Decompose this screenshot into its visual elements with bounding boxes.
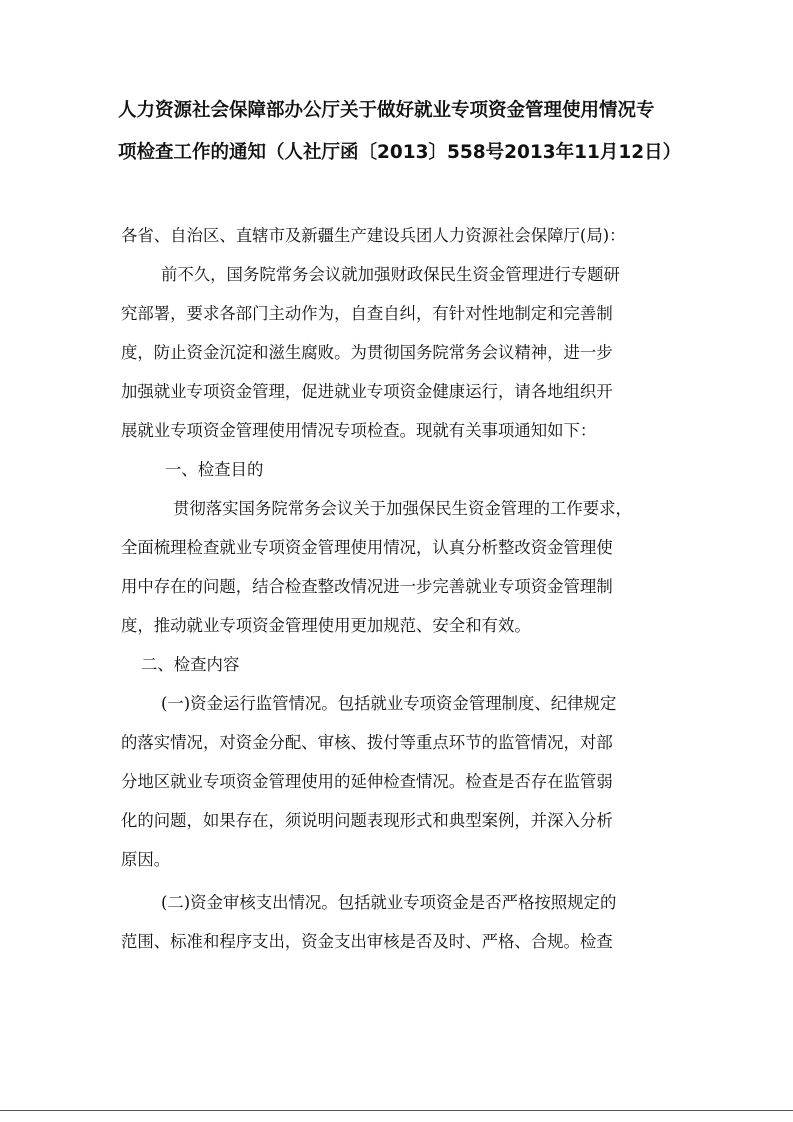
title-line: 人力资源社会保障部办公厅关于做好就业专项资金管理使用情况专 — [118, 100, 655, 121]
paragraph-line: 加强就业专项资金管理，促进就业专项资金健康运行，请各地组织开 — [121, 382, 613, 401]
paragraph-line: 全面梳理检查就业专项资金管理使用情况，认真分析整改资金管理使 — [121, 538, 613, 557]
salutation — [121, 216, 681, 255]
section-heading — [121, 450, 681, 489]
title-line: 项检查工作的通知（人社厅函〔2013〕558号2013年11月12日） — [118, 142, 682, 163]
paragraph-line: (二)资金审核支出情况。包括就业专项资金是否严格按照规定的 — [161, 893, 617, 912]
paragraph-line: 度，推动就业专项资金管理使用更加规范、安全和有效。 — [121, 616, 531, 635]
paragraph-line: 展就业专项资金管理使用情况专项检查。现就有关事项通知如下： — [121, 421, 597, 440]
section-heading-text: 二、检查内容 — [141, 655, 240, 674]
document-title — [118, 90, 682, 174]
paragraph-line: 原因。 — [121, 850, 171, 869]
section-heading-text: 一、检查目的 — [165, 460, 264, 479]
paragraph-line: 范围、标准和程序支出，资金支出审核是否及时、严格、合规。检查 — [121, 932, 613, 951]
section1-paragraph — [121, 489, 681, 645]
document-body — [121, 216, 681, 961]
paragraph-line: (一)资金运行监管情况。包括就业专项资金管理制度、纪律规定 — [161, 694, 617, 713]
section-heading — [121, 645, 681, 684]
paragraph-line: 度，防止资金沉淀和滋生腐败。为贯彻国务院常务会议精神，进一步 — [121, 343, 613, 362]
paragraph-line: 究部署，要求各部门主动作为，自查自纠，有针对性地制定和完善制 — [121, 304, 613, 323]
intro-paragraph — [121, 255, 681, 450]
paragraph-line: 化的问题，如果存在，须说明问题表现形式和典型案例，并深入分析 — [121, 811, 613, 830]
paragraph-line: 分地区就业专项资金管理使用的延伸检查情况。检查是否存在监管弱 — [121, 772, 613, 791]
paragraph-line: 前不久，国务院常务会议就加强财政保民生资金管理进行专题研 — [161, 265, 620, 284]
item1-paragraph — [121, 684, 681, 879]
item2-paragraph — [121, 883, 681, 961]
salutation-line: 各省、自治区、直辖市及新疆生产建设兵团人力资源社会保障厅(局)： — [121, 226, 626, 245]
page-bottom-divider — [0, 1110, 793, 1111]
paragraph-line: 用中存在的问题，结合检查整改情况进一步完善就业专项资金管理制 — [121, 577, 613, 596]
paragraph-line: 贯彻落实国务院常务会议关于加强保民生资金管理的工作要求， — [173, 499, 632, 518]
paragraph-line: 的落实情况，对资金分配、审核、拨付等重点环节的监管情况，对部 — [121, 733, 613, 752]
